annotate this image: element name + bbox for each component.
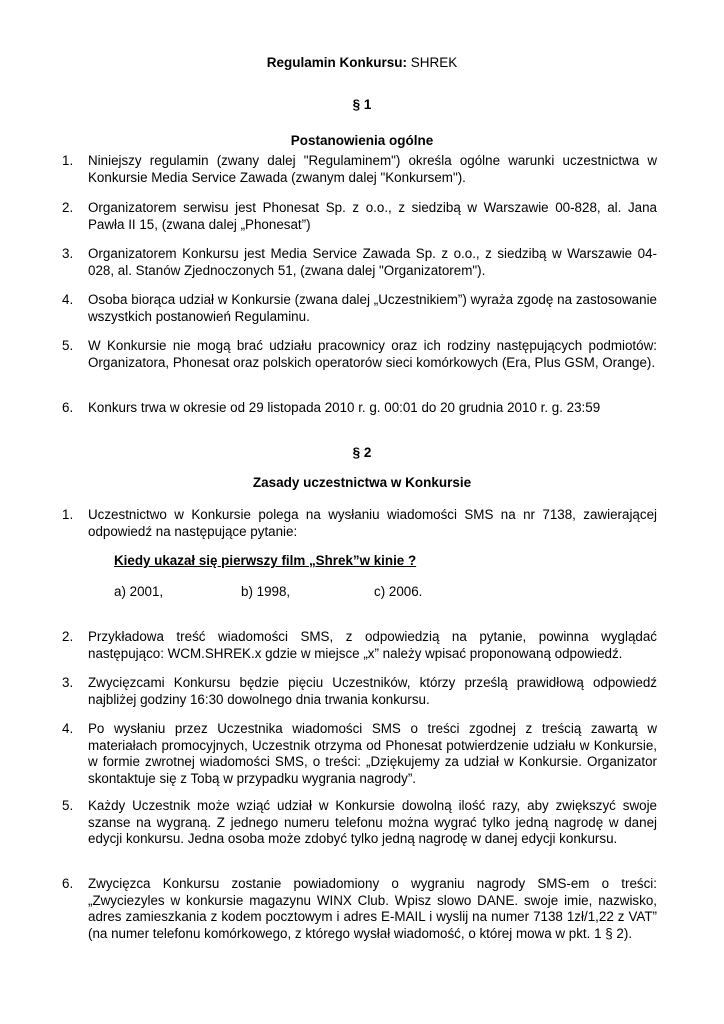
list-item <box>62 246 657 279</box>
item-text: Zwycięzcami Konkursu będzie pięciu Uczestników, którzy prześlą prawidłową odpowiedź najbliżej godziny 16:30 dowolnego dnia trwania konkursu. <box>88 675 657 707</box>
section2-number: § 2 <box>352 445 372 460</box>
item-text: Każdy Uczestnik może wziąć udział w Konkursie dowolną ilość razy, aby zwiększyć swoje szanse na wygraną. Z jednego numeru telefonu można wygrać tylko jedną nagrodę w danej edycji konkursu. Jedna osoba może zdobyć tylko jedną nagrodę w danej edycji konkursu. <box>88 798 657 846</box>
item-text: Zwycięzca Konkursu zostanie powiadomiony o wygraniu nagrody SMS-em o treści: „Zwyciezyles w konkursie magazynu WINX Club. Wpisz slowo DANE. swoje imie, nazwisko, adres zamieszkania z kodem pocztowym i adres E-MAIL i wyslij na numer 7138 1zł/1,22 z VAT” (na numer telefonu komórkowego, z którego wysłał wiadomość, o której mowa w pkt. 1 § 2). <box>88 876 657 941</box>
item-text: Organizatorem Konkursu jest Media Service Zawada Sp. z o.o., z siedzibą w Warszawie 04-028, al. Stanów Zjednoczonych 51, (zwana dalej "Organizatorem"). <box>88 246 657 278</box>
item-number: 2. <box>62 629 74 644</box>
answer-a: a) 2001, <box>114 584 164 599</box>
item-text: Osoba biorąca udział w Konkursie (zwana dalej „Uczestnikiem”) wyraża zgodę na zastosowanie wszystkich postanowień Regulaminu. <box>88 292 657 324</box>
list-item <box>62 675 657 708</box>
document-title <box>0 55 724 70</box>
item-text: Niniejszy regulamin (zwany dalej "Regulaminem") określa ogólne warunki uczestnictwa w Konkursie Media Service Zawada (zwanym dalej "Konkursem"). <box>88 153 657 185</box>
title-bold: Regulamin Konkursu: <box>266 55 407 70</box>
item-text: Uczestnictwo w Konkursie polega na wysłaniu wiadomości SMS na nr 7138, zawierającej odpowiedź na następujące pytanie: <box>88 507 657 539</box>
item-text: Po wysłaniu przez Uczestnika wiadomości SMS o treści zgodnej z treścią zawartą w materiałach promocyjnych, Uczestnik otrzyma od Phonesat potwierdzenie udziału w Konkursie, w formie zwrotnej wiadomości SMS, o treści: „Dziękujemy za udział w Konkursie. Organizator skontaktuje się z Tobą w przypadku wygrania nagrody”. <box>88 721 657 786</box>
item-number: 1. <box>62 507 74 522</box>
list-item <box>62 507 657 540</box>
item-number: 3. <box>62 246 74 261</box>
list-item <box>62 876 657 942</box>
item-text: Przykładowa treść wiadomości SMS, z odpowiedzią na pytanie, powinna wyglądać następująco: WCM.SHREK.x gdzie w miejsce „x” należy wpisać proponowaną odpowiedź. <box>88 629 657 661</box>
contest-question: Kiedy ukazał się pierwszy film „Shrek”w kinie ? <box>114 553 417 568</box>
list-item <box>62 721 657 787</box>
item-number: 5. <box>62 338 74 353</box>
answer-c: c) 2006. <box>374 584 423 599</box>
list-item <box>62 200 657 233</box>
section1-number: § 1 <box>352 97 372 112</box>
list-item <box>62 400 657 417</box>
item-number: 1. <box>62 153 74 168</box>
item-number: 4. <box>62 721 74 736</box>
title-contest-name: SHREK <box>410 55 458 70</box>
item-text: Organizatorem serwisu jest Phonesat Sp. z o.o., z siedzibą w Warszawie 00-828, al. Jana Pawła II 15, (zwana dalej „Phonesat”) <box>88 200 657 232</box>
item-text: Konkurs trwa w okresie od 29 listopada 2010 r. g. 00:01 do 20 grudnia 2010 r. g. 23:59 <box>88 400 601 415</box>
list-item <box>62 629 657 662</box>
answer-b: b) 1998, <box>241 584 291 599</box>
item-number: 6. <box>62 876 74 891</box>
item-number: 6. <box>62 400 74 415</box>
list-item <box>62 338 657 371</box>
section2-heading: Zasady uczestnictwa w Konkursie <box>252 475 472 490</box>
item-number: 5. <box>62 798 74 813</box>
item-number: 4. <box>62 292 74 307</box>
list-item <box>62 153 657 186</box>
list-item <box>62 292 657 325</box>
item-number: 3. <box>62 675 74 690</box>
section1-heading: Postanowienia ogólne <box>290 133 434 148</box>
list-item <box>62 798 657 848</box>
item-text: W Konkursie nie mogą brać udziału pracownicy oraz ich rodziny następujących podmiotów: Organizatora, Phonesat oraz polskich operatorów sieci komórkowych (Era, Plus GSM, Orange). <box>88 338 657 370</box>
item-number: 2. <box>62 200 74 215</box>
